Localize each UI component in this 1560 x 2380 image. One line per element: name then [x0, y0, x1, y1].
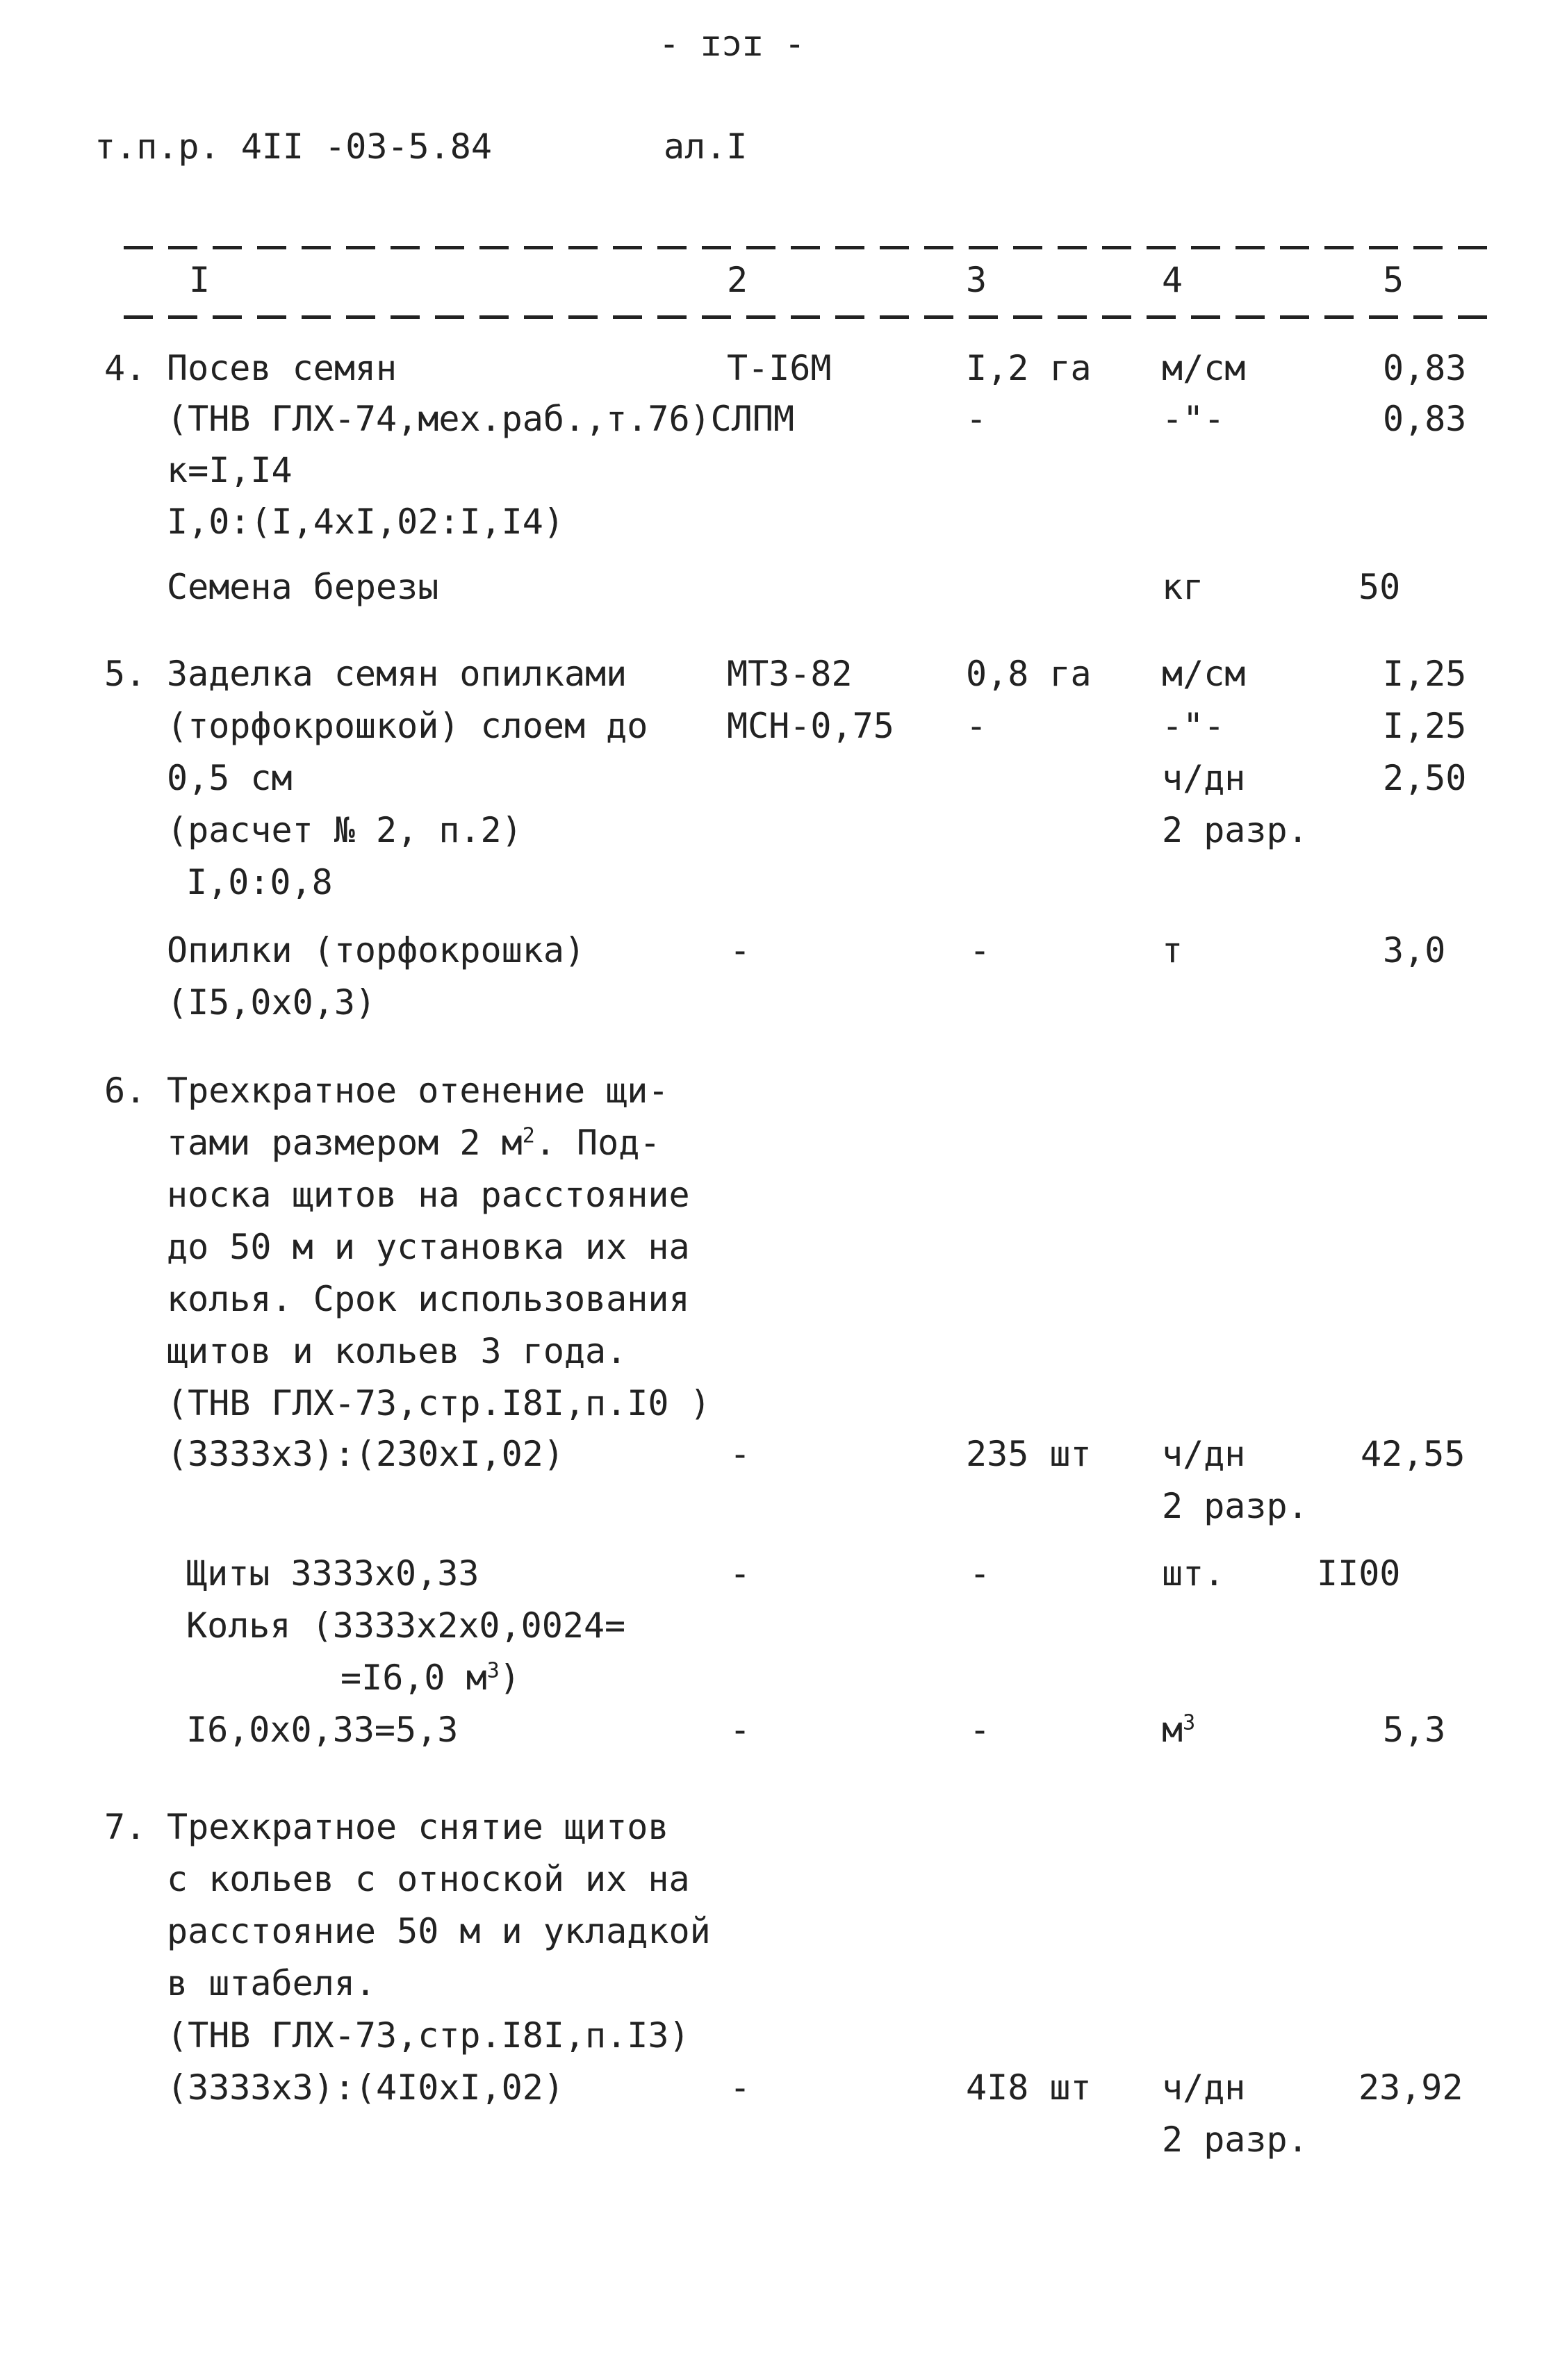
row-5-unit: ч/дн: [1162, 758, 1246, 798]
row-6-material-machine: -: [730, 1553, 751, 1594]
row-4-text-line: Посев семян: [167, 348, 397, 388]
table-header-top-rule: [124, 246, 1494, 249]
row-6-number: 6.: [104, 1071, 147, 1111]
row-6-text-line: щитов и кольев 3 года.: [167, 1331, 627, 1371]
column-header-3: 3: [966, 260, 987, 300]
row-7-value: 23,92: [1358, 2067, 1463, 2108]
table-header-bottom-rule: [124, 315, 1494, 319]
row-7-text-line: (3333х3):(4I0хI,02): [167, 2067, 564, 2108]
row-5-material-machine: -: [730, 930, 751, 970]
row-4-machine: Т-I6M: [727, 348, 832, 388]
row-6-text-line: Трехкратное отенение щи-: [167, 1071, 669, 1111]
column-header-1: I: [189, 260, 211, 300]
row-6-material: I6,0х0,33=5,3: [186, 1710, 459, 1750]
row-6-material: Щиты 3333х0,33: [186, 1553, 479, 1594]
row-4-unit: -"-: [1162, 399, 1225, 439]
column-header-5: 5: [1383, 260, 1404, 300]
row-6-value: 42,55: [1361, 1434, 1465, 1474]
row-5-material: Опилки (торфокрошка): [167, 930, 586, 970]
row-6-material-value: II00: [1317, 1553, 1401, 1594]
row-5-value: 2,50: [1383, 758, 1467, 798]
row-7-text-line: в штабеля.: [167, 1963, 377, 2003]
row-5-machine: МТЗ-82: [727, 654, 853, 694]
row-6-text-line: колья. Срок использования: [167, 1279, 690, 1319]
row-5-material: (I5,0х0,3): [167, 982, 377, 1023]
document-code: т.п.р. 4II -03-5.84: [95, 126, 492, 167]
row-4-text-line: I,0:(I,4хI,02:I,I4): [167, 502, 564, 542]
row-6-material: =I6,0 $м^3$): [340, 1658, 520, 1698]
row-5-unit: м/см: [1162, 654, 1246, 694]
row-5-quantity: -: [966, 706, 987, 746]
row-6-text-line: носка щитов на расстояние: [167, 1175, 690, 1215]
row-5-material-value: 3,0: [1383, 930, 1446, 970]
row-4-value: 0,83: [1383, 348, 1467, 388]
row-4-text-line: к=I,I4: [167, 450, 293, 490]
row-7-unit: 2 разр.: [1162, 2119, 1308, 2160]
row-6-material-value: 5,3: [1383, 1710, 1446, 1750]
row-5-unit: -"-: [1162, 706, 1225, 746]
row-7-text-line: расстояние 50 м и укладкой: [167, 1911, 711, 1951]
row-5-number: 5.: [104, 654, 147, 694]
row-7-text-line: с кольев с отноской их на: [167, 1859, 690, 1899]
row-4-value: 0,83: [1383, 399, 1467, 439]
row-6-unit: ч/дн: [1162, 1434, 1246, 1474]
row-5-text-line: Заделка семян опилками: [167, 654, 627, 694]
row-4-unit: м/см: [1162, 348, 1246, 388]
row-4-material-value: 50: [1358, 567, 1401, 607]
row-6-material-unit: шт.: [1162, 1553, 1225, 1594]
row-6-text-line: тами размером 2 $м^2$. Под-: [167, 1123, 661, 1163]
row-6-material-quantity: -: [969, 1553, 991, 1594]
row-6-unit: 2 разр.: [1162, 1486, 1308, 1526]
row-6-material-machine: -: [730, 1710, 751, 1750]
row-5-text-line: 0,5 см: [167, 758, 293, 798]
row-4-quantity: I,2 га: [966, 348, 1092, 388]
row-5-material-unit: т: [1162, 930, 1183, 970]
row-5-material-quantity: -: [969, 930, 991, 970]
row-7-text-line: (ТНВ ГЛХ-73,стр.I8I,п.I3): [167, 2015, 690, 2056]
row-6-text-line: до 50 м и установка их на: [167, 1227, 690, 1267]
row-5-value: I,25: [1383, 654, 1467, 694]
row-7-number: 7.: [104, 1807, 147, 1847]
page-number: - ɪɔɪ -: [659, 24, 805, 64]
row-5-unit: 2 разр.: [1162, 810, 1308, 850]
row-7-machine: -: [730, 2067, 751, 2108]
row-7-unit: ч/дн: [1162, 2067, 1246, 2108]
row-4-material: Семена березы: [167, 567, 439, 607]
row-6-material-quantity: -: [969, 1710, 991, 1750]
row-6-machine: -: [730, 1434, 751, 1474]
row-6-material: Колья (3333х2х0,0024=: [186, 1605, 626, 1646]
row-6-text-line: (ТНВ ГЛХ-73,стр.I8I,п.I0 ): [167, 1383, 711, 1423]
row-4-text-line: (ТНВ ГЛХ-74,мех.раб.,т.76)СЛПМ: [167, 399, 795, 439]
row-5-quantity: 0,8 га: [966, 654, 1092, 694]
column-header-2: 2: [727, 260, 748, 300]
row-4-quantity: -: [966, 399, 987, 439]
row-6-material-unit: $м^3$: [1162, 1710, 1196, 1750]
row-5-text-line: (торфокрошкой) слоем до: [167, 706, 648, 746]
row-5-value: I,25: [1383, 706, 1467, 746]
album-label: ал.I: [664, 126, 748, 167]
row-5-machine: МСН-0,75: [727, 706, 894, 746]
row-4-material-unit: кг: [1162, 567, 1204, 607]
row-7-quantity: 4I8 шт: [966, 2067, 1092, 2108]
row-5-text-line: (расчет № 2, п.2): [167, 810, 523, 850]
row-4-number: 4.: [104, 348, 147, 388]
row-5-text-line: I,0:0,8: [186, 862, 333, 902]
row-7-text-line: Трехкратное снятие щитов: [167, 1807, 669, 1847]
row-6-text-line: (3333х3):(230хI,02): [167, 1434, 564, 1474]
column-header-4: 4: [1162, 260, 1183, 300]
row-6-quantity: 235 шт: [966, 1434, 1092, 1474]
